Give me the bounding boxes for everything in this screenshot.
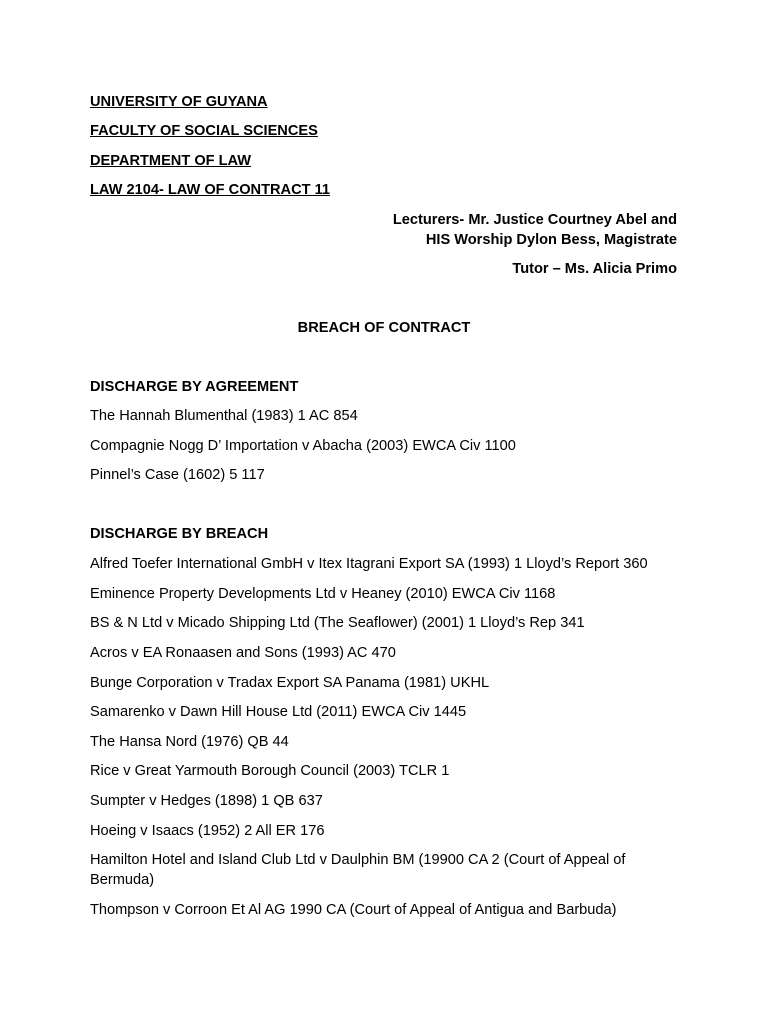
lecturers-line-2: HIS Worship Dylon Bess, Magistrate [425, 232, 677, 248]
university-heading: UNIVERSITY OF GUYANA [90, 94, 268, 110]
case-item: Eminence Property Developments Ltd v Heaney (2010) EWCA Civ 1168 [90, 586, 556, 602]
case-item: Hoeing v Isaacs (1952) 2 All ER 176 [90, 823, 325, 839]
case-item: Pinnel’s Case (1602) 5 117 [90, 467, 265, 483]
case-item: Compagnie Nogg D’ Importation v Abacha (2003) EWCA Civ 1100 [90, 438, 516, 454]
case-item: BS & N Ltd v Micado Shipping Ltd (The Seaflower) (2001) 1 Lloyd’s Rep 341 [90, 615, 585, 631]
case-item: Rice v Great Yarmouth Borough Council (2003) TCLR 1 [90, 763, 450, 779]
faculty-heading: FACULTY OF SOCIAL SCIENCES [90, 123, 318, 139]
case-item: Alfred Toefer International GmbH v Itex Itagrani Export SA (1993) 1 Lloyd’s Report 360 [90, 556, 648, 572]
case-item: Samarenko v Dawn Hill House Ltd (2011) EWCA Civ 1445 [90, 704, 467, 720]
case-item: Hamilton Hotel and Island Club Ltd v Daulphin BM (19900 CA 2 (Court of Appeal of Bermuda) [90, 852, 626, 888]
section-heading-breach: DISCHARGE BY BREACH [90, 526, 269, 542]
document-title: BREACH OF CONTRACT [297, 320, 471, 336]
tutor-line: Tutor – Ms. Alicia Primo [512, 261, 677, 277]
section-heading-agreement: DISCHARGE BY AGREEMENT [90, 379, 299, 395]
case-item: Acros v EA Ronaasen and Sons (1993) AC 470 [90, 645, 396, 661]
case-item: Sumpter v Hedges (1898) 1 QB 637 [90, 793, 323, 809]
case-item: Bunge Corporation v Tradax Export SA Panama (1981) UKHL [90, 675, 490, 691]
course-heading: LAW 2104- LAW OF CONTRACT 11 [90, 182, 331, 198]
case-item: The Hannah Blumenthal (1983) 1 AC 854 [90, 408, 358, 424]
lecturers-line-1: Lecturers- Mr. Justice Courtney Abel and [392, 212, 677, 228]
department-heading: DEPARTMENT OF LAW [90, 153, 252, 169]
case-item: Thompson v Corroon Et Al AG 1990 CA (Court of Appeal of Antigua and Barbuda) [90, 902, 617, 918]
case-item: The Hansa Nord (1976) QB 44 [90, 734, 289, 750]
